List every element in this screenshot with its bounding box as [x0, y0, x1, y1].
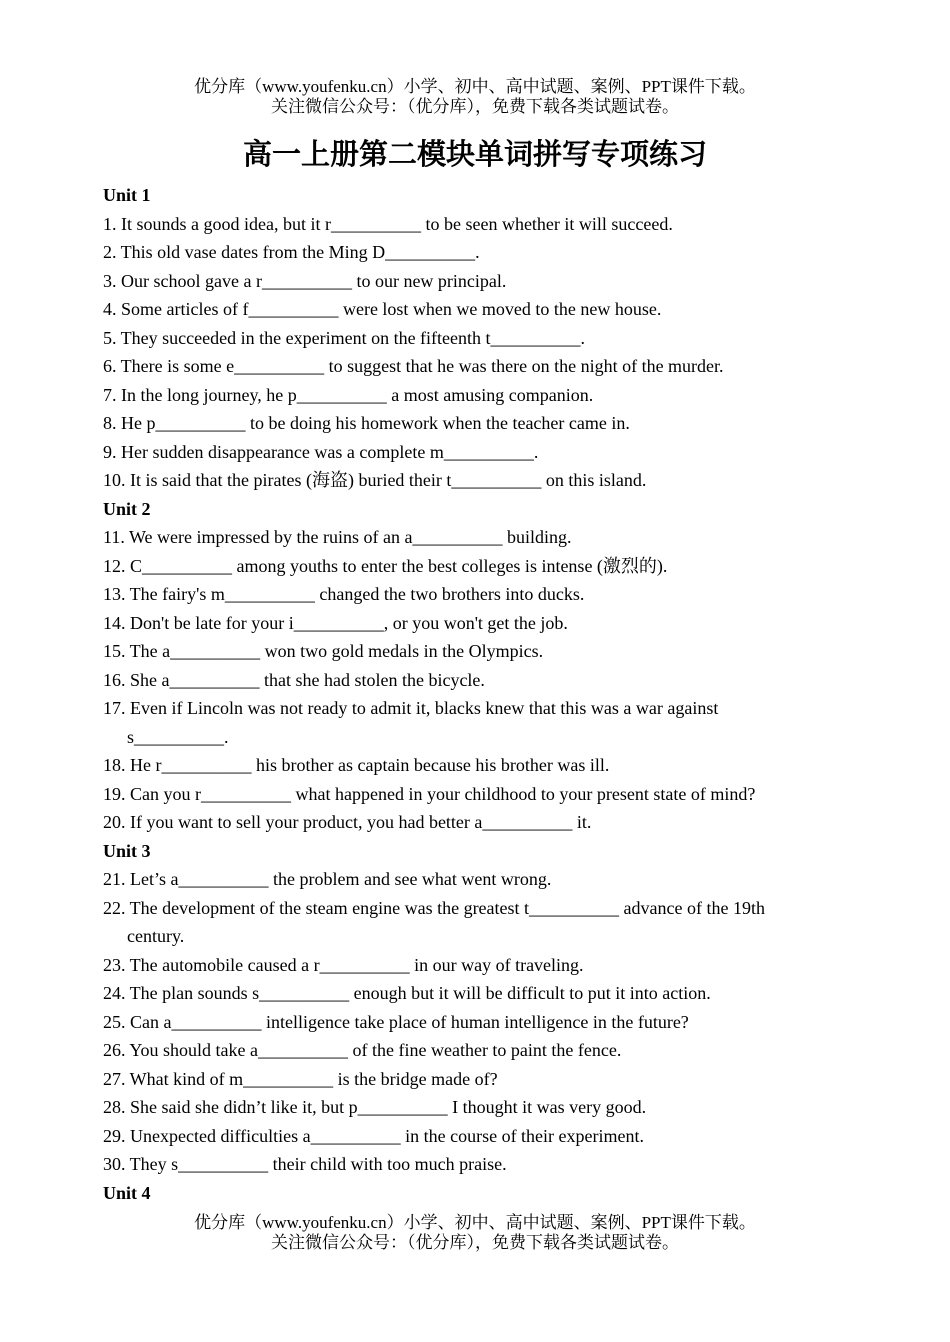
question-item: 18. He r__________ his brother as captain because his brother was ill. [103, 755, 610, 775]
question-item: 28. She said she didn’t like it, but p__________ I thought it was very good. [103, 1097, 647, 1117]
question-item: 29. Unexpected difficulties a__________ in the course of their experiment. [103, 1125, 645, 1146]
question-item: 12. C__________ among youths to enter the best colleges is intense (激烈的). [103, 555, 668, 576]
question-item: 25. Can a__________ intelligence take place of human intelligence in the future? [103, 1011, 689, 1032]
question-item: 16. She a__________ that she had stolen the bicycle. [103, 669, 485, 690]
unit-heading: Unit 4 [103, 1182, 151, 1203]
question-item: 22. The development of the steam engine was the greatest t__________ advance of the 19th century. [103, 897, 765, 946]
exercise-body [103, 181, 823, 1207]
question-item: 1. It sounds a good idea, but it r__________ to be seen whether it will succeed. [103, 213, 673, 234]
question-item: 6. There is some e__________ to suggest that he was there on the night of the murder. [103, 356, 724, 376]
question-item: 27. What kind of m__________ is the bridge made of? [103, 1068, 498, 1089]
question-item: 10. It is said that the pirates (海盗) buried their t__________ on this island. [103, 470, 647, 490]
footer-wechat-line: 关注微信公众号：（优分库），免费下载各类试题试卷。 [271, 1233, 679, 1252]
unit-heading: Unit 2 [103, 498, 151, 519]
question-item: 4. Some articles of f__________ were lost when we moved to the new house. [103, 299, 662, 319]
header-site-line: 优分库（www.youfenku.cn）小学、初中、高中试题、案例、PPT课件下载。 [194, 77, 756, 96]
question-item: 14. Don't be late for your i__________, or you won't get the job. [103, 612, 568, 633]
question-item: 13. The fairy's m__________ changed the two brothers into ducks. [103, 584, 585, 604]
question-item: 7. In the long journey, he p__________ a most amusing companion. [103, 384, 594, 405]
unit-heading: Unit 1 [103, 185, 151, 205]
question-item: 8. He p__________ to be doing his homework when the teacher came in. [103, 413, 630, 433]
question-item: 24. The plan sounds s__________ enough but it will be difficult to put it into action. [103, 983, 711, 1003]
question-item: 17. Even if Lincoln was not ready to admit it, blacks knew that this was a war against s__________. [103, 698, 719, 747]
question-item: 21. Let’s a__________ the problem and see what went wrong. [103, 869, 552, 889]
question-item: 15. The a__________ won two gold medals in the Olympics. [103, 641, 544, 661]
question-item: 5. They succeeded in the experiment on the fifteenth t__________. [103, 327, 586, 348]
question-item: 20. If you want to sell your product, you had better a__________ it. [103, 812, 592, 832]
question-item: 11. We were impressed by the ruins of an a__________ building. [103, 527, 572, 547]
unit-heading: Unit 3 [103, 840, 151, 861]
header-wechat-line: 关注微信公众号：（优分库），免费下载各类试题试卷。 [271, 97, 679, 116]
question-item: 23. The automobile caused a r__________ in our way of traveling. [103, 954, 584, 975]
footer-site-line: 优分库（www.youfenku.cn）小学、初中、高中试题、案例、PPT课件下载。 [194, 1213, 756, 1232]
question-item: 30. They s__________ their child with too much praise. [103, 1154, 507, 1174]
question-item: 19. Can you r__________ what happened in your childhood to your present state of mind? [103, 783, 756, 804]
page-title: 高一上册第二模块单词拼写专项练习 [242, 137, 707, 171]
question-item: 26. You should take a__________ of the fine weather to paint the fence. [103, 1040, 622, 1060]
question-item: 2. This old vase dates from the Ming D__________. [103, 242, 480, 262]
question-item: 9. Her sudden disappearance was a complete m__________. [103, 441, 539, 462]
question-item: 3. Our school gave a r__________ to our new principal. [103, 270, 507, 291]
